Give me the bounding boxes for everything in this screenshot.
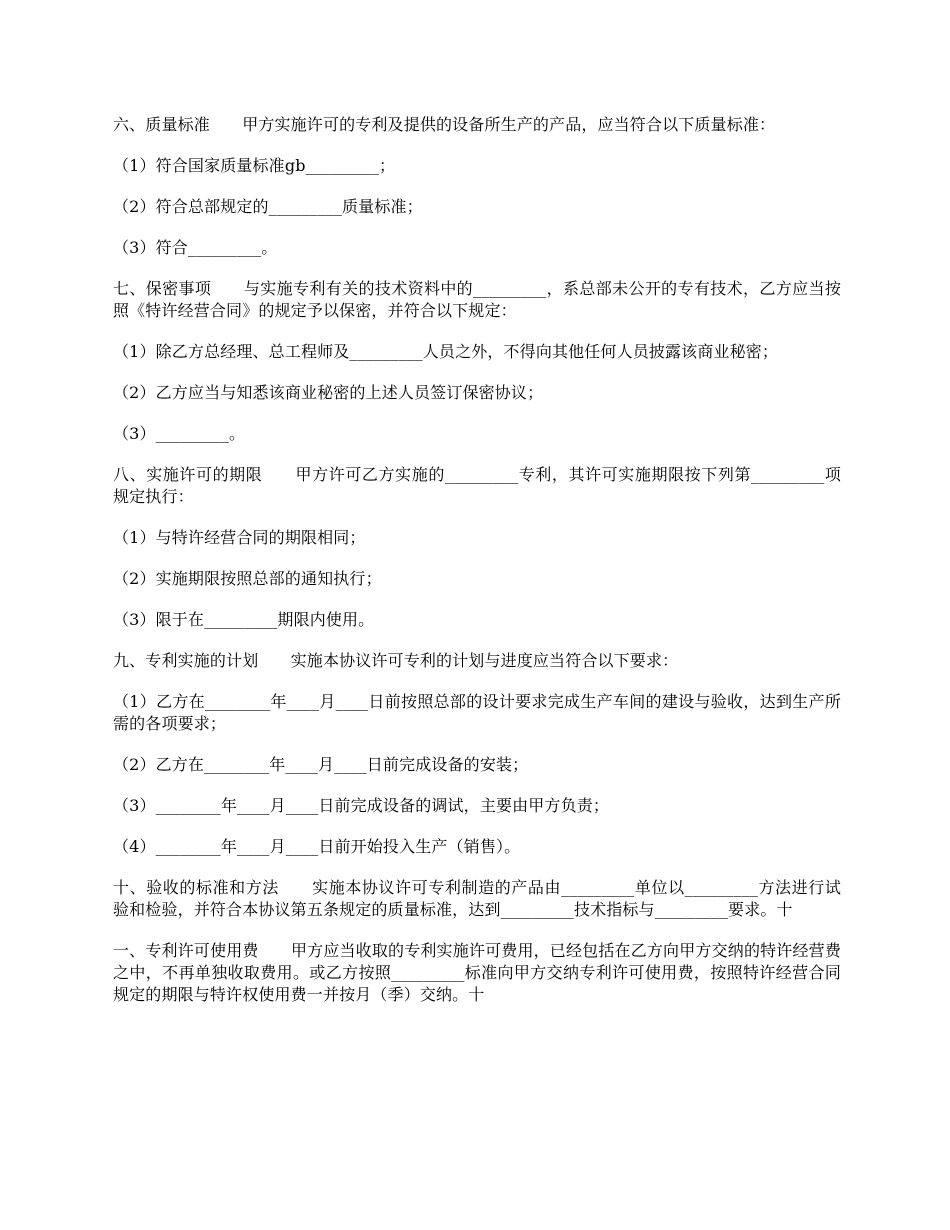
section-8-item-1: （1）与特许经营合同的期限相同； xyxy=(113,528,366,547)
section-8-item-2: （2）实施期限按照总部的通知执行； xyxy=(113,569,382,588)
document-page xyxy=(113,114,841,1025)
section-10-paragraph: 十、验收的标准和方法 实施本协议许可专利制造的产品由_________单位以_________方法进行试验和检验，并符合本协议第五条规定的质量标准，达到_________技术指标与_________要求。十 xyxy=(113,878,841,919)
section-9-item-1: （1）乙方在________年____月____日前按照总部的设计要求完成生产车间的建设与验收，达到生产所需的各项要求； xyxy=(113,692,841,733)
section-6-heading-paragraph: 六、质量标准 甲方实施许可的专利及提供的设备所生产的产品，应当符合以下质量标准： xyxy=(113,115,776,134)
section-7-item-1: （1）除乙方总经理、总工程师及_________人员之外，不得向其他任何人员披露该商业秘密； xyxy=(113,342,779,361)
section-8-heading-paragraph: 八、实施许可的期限 甲方许可乙方实施的_________专利，其许可实施期限按下列第_________项规定执行： xyxy=(113,465,841,506)
section-7-heading-paragraph: 七、保密事项 与实施专利有关的技术资料中的_________，系总部未公开的专有技术，乙方应当按照《特许经营合同》的规定予以保密，并符合以下规定： xyxy=(113,279,841,320)
section-7-item-2: （2）乙方应当与知悉该商业秘密的上述人员签订保密协议； xyxy=(113,383,544,402)
section-9-item-3: （3）________年____月____日前完成设备的调试，主要由甲方负责； xyxy=(113,796,610,815)
section-6-item-2: （2）符合总部规定的_________质量标准； xyxy=(113,197,423,216)
section-9-item-2: （2）乙方在________年____月____日前完成设备的安装； xyxy=(113,755,529,774)
section-7-item-3: （3）_________。 xyxy=(113,424,246,443)
section-11-paragraph: 一、专利许可使用费 甲方应当收取的专利实施许可费用，已经包括在乙方向甲方交纳的特许经营费之中，不再单独收取费用。或乙方按照_________标准向甲方交纳专利许可使用费，按照特许经营合同规定的期限与特许权使用费一并按月（季）交纳。十 xyxy=(113,941,841,1004)
section-6-item-1: （1）符合国家质量标准gb_________； xyxy=(113,156,396,175)
section-9-heading-paragraph: 九、专利实施的计划 实施本协议许可专利的计划与进度应当符合以下要求： xyxy=(113,651,679,670)
section-6-item-3: （3）符合_________。 xyxy=(113,238,278,257)
section-9-item-4: （4）________年____月____日前开始投入生产（销售）。 xyxy=(113,837,521,856)
section-8-item-3: （3）限于在_________期限内使用。 xyxy=(113,610,375,629)
